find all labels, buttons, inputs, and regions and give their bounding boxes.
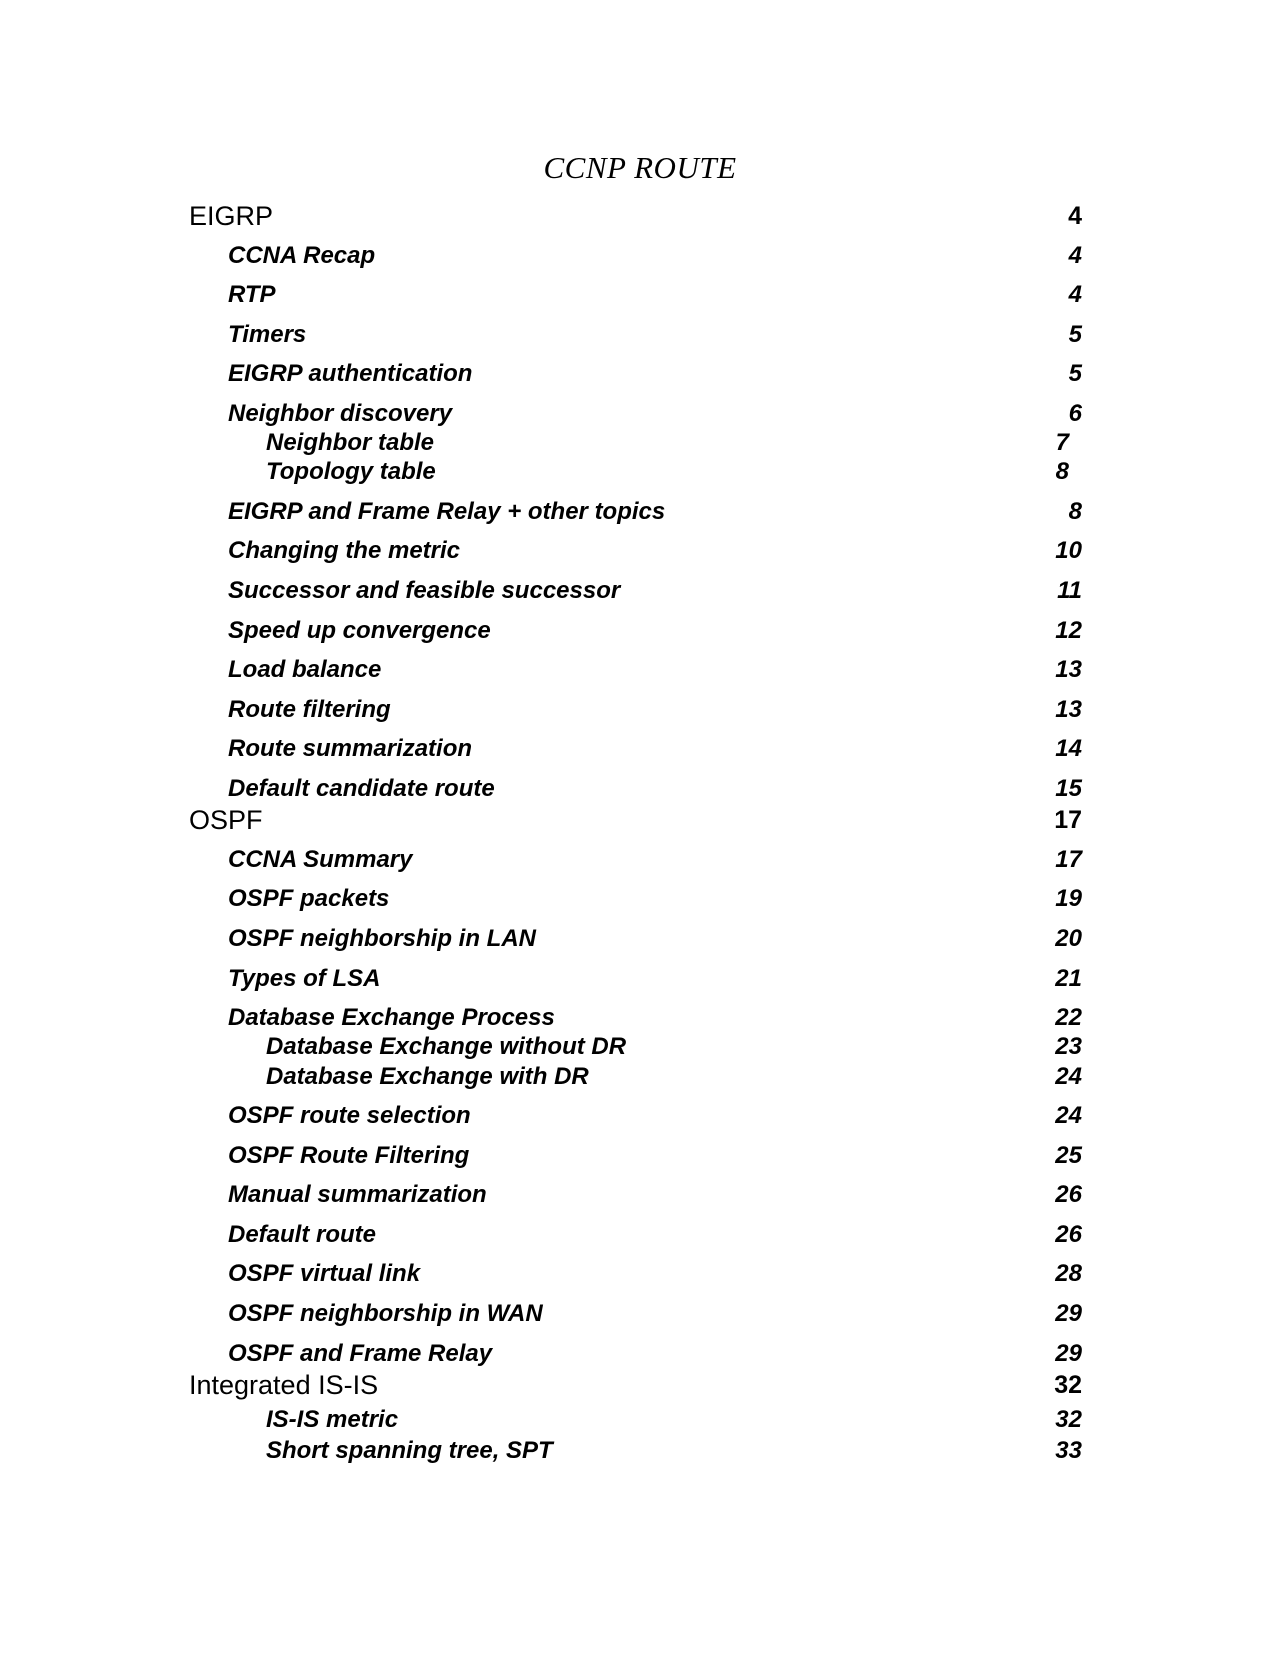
toc-entry bbox=[0, 845, 1280, 875]
toc-entry bbox=[0, 1101, 1280, 1131]
toc-entry-title: IS-IS metric bbox=[266, 1406, 399, 1433]
toc-entry-title: RTP bbox=[228, 281, 276, 308]
toc-entry-title: OSPF virtual link bbox=[228, 1260, 421, 1287]
toc-entry bbox=[0, 1032, 1280, 1062]
toc-entry-page: 4 bbox=[1068, 202, 1082, 230]
toc-entry bbox=[0, 1405, 1280, 1435]
toc-entry-page: 6 bbox=[1068, 400, 1082, 427]
toc-entry-page: 24 bbox=[1055, 1063, 1082, 1090]
toc-entry bbox=[0, 695, 1280, 725]
toc-entry bbox=[0, 359, 1280, 389]
toc-entry bbox=[0, 1370, 1280, 1400]
toc-entry-title: OSPF route selection bbox=[228, 1102, 471, 1129]
toc-entry-title: OSPF neighborship in WAN bbox=[228, 1300, 543, 1327]
toc-entry-page: 14 bbox=[1055, 735, 1082, 762]
toc-entry-page: 24 bbox=[1055, 1102, 1082, 1129]
toc-entry-page: 17 bbox=[1054, 806, 1082, 834]
toc-entry-title: Short spanning tree, SPT bbox=[266, 1437, 553, 1464]
toc-entry-title: OSPF Route Filtering bbox=[228, 1142, 470, 1169]
toc-entry-page: 32 bbox=[1055, 1406, 1082, 1433]
toc-entry bbox=[0, 497, 1280, 527]
toc-entry bbox=[0, 805, 1280, 835]
toc-entry-page: 21 bbox=[1055, 965, 1082, 992]
toc-entry-page: 4 bbox=[1068, 242, 1082, 269]
toc-entry-title: EIGRP bbox=[189, 201, 274, 231]
toc-entry-title: OSPF neighborship in LAN bbox=[228, 925, 536, 952]
toc-entry-title: Database Exchange with DR bbox=[266, 1063, 589, 1090]
toc-entry-page: 8 bbox=[1055, 458, 1069, 485]
toc-entry-page: 10 bbox=[1055, 537, 1082, 564]
toc-entry-title: Neighbor table bbox=[266, 429, 435, 456]
toc-entry bbox=[0, 774, 1280, 804]
toc-entry-title: OSPF packets bbox=[228, 885, 390, 912]
toc-entry bbox=[0, 576, 1280, 606]
toc-entry-title: Database Exchange without DR bbox=[266, 1033, 627, 1060]
toc-entry-page: 5 bbox=[1068, 321, 1082, 348]
toc-entry bbox=[0, 457, 1280, 487]
toc-entry-page: 28 bbox=[1055, 1260, 1082, 1287]
toc-entry-page: 17 bbox=[1055, 846, 1082, 873]
toc-entry-page: 23 bbox=[1055, 1033, 1082, 1060]
toc-entry-title: Changing the metric bbox=[228, 537, 461, 564]
toc-entry-title: Load balance bbox=[228, 656, 382, 683]
toc-entry bbox=[0, 1339, 1280, 1369]
toc-entry-title: Successor and feasible successor bbox=[228, 577, 621, 604]
toc-entry-page: 19 bbox=[1055, 885, 1082, 912]
toc-entry-title: Route summarization bbox=[228, 735, 473, 762]
toc-entry-title: Manual summarization bbox=[228, 1181, 487, 1208]
toc-entry-page: 11 bbox=[1057, 577, 1082, 604]
toc-entry-title: OSPF and Frame Relay bbox=[228, 1340, 493, 1367]
toc-entry-page: 4 bbox=[1068, 281, 1082, 308]
toc-entry-title: EIGRP and Frame Relay + other topics bbox=[228, 498, 666, 525]
toc-entry-page: 26 bbox=[1055, 1221, 1082, 1248]
toc-entry-page: 20 bbox=[1055, 925, 1082, 952]
toc-entry bbox=[0, 428, 1280, 458]
toc-entry-title: Timers bbox=[228, 321, 307, 348]
toc-entry bbox=[0, 1259, 1280, 1289]
toc-entry-page: 13 bbox=[1055, 656, 1082, 683]
toc-entry-page: 22 bbox=[1055, 1004, 1082, 1031]
toc-entry bbox=[0, 1141, 1280, 1171]
toc-entry-page: 29 bbox=[1055, 1340, 1082, 1367]
toc-entry bbox=[0, 616, 1280, 646]
toc-entry-title: Topology table bbox=[266, 458, 436, 485]
toc-entry bbox=[0, 201, 1280, 231]
toc-entry bbox=[0, 1299, 1280, 1329]
toc-entry-page: 29 bbox=[1055, 1300, 1082, 1327]
toc-entry-title: EIGRP authentication bbox=[228, 360, 473, 387]
toc-entry-title: Neighbor discovery bbox=[228, 400, 453, 427]
toc-entry bbox=[0, 924, 1280, 954]
toc-entry-title: Types of LSA bbox=[228, 965, 381, 992]
toc-entry-page: 8 bbox=[1068, 498, 1082, 525]
toc-entry-page: 25 bbox=[1055, 1142, 1082, 1169]
toc-entry-title: Default candidate route bbox=[228, 775, 495, 802]
toc-entry bbox=[0, 1180, 1280, 1210]
toc-entry-title: Database Exchange Process bbox=[228, 1004, 555, 1031]
toc-entry-title: Speed up convergence bbox=[228, 617, 491, 644]
toc-entry bbox=[0, 734, 1280, 764]
toc-entry-page: 26 bbox=[1055, 1181, 1082, 1208]
toc-entry-title: CCNA Recap bbox=[228, 242, 376, 269]
toc-entry bbox=[0, 1436, 1280, 1466]
toc-entry-page: 32 bbox=[1054, 1371, 1082, 1399]
toc-entry bbox=[0, 399, 1280, 429]
toc-entry bbox=[0, 536, 1280, 566]
toc-entry-page: 33 bbox=[1055, 1437, 1082, 1464]
toc-entry-title: Route filtering bbox=[228, 696, 391, 723]
toc-entry-page: 15 bbox=[1055, 775, 1082, 802]
toc-entry-page: 13 bbox=[1055, 696, 1082, 723]
document-title: CCNP ROUTE bbox=[543, 150, 737, 185]
toc-entry bbox=[0, 320, 1280, 350]
toc-entry-page: 5 bbox=[1068, 360, 1082, 387]
toc-entry bbox=[0, 964, 1280, 994]
toc-entry bbox=[0, 1003, 1280, 1033]
toc-entry-page: 7 bbox=[1055, 429, 1069, 456]
toc-entry-title: OSPF bbox=[189, 805, 263, 835]
toc-entry bbox=[0, 280, 1280, 310]
toc-entry bbox=[0, 1220, 1280, 1250]
toc-entry bbox=[0, 241, 1280, 271]
toc-entry bbox=[0, 1062, 1280, 1092]
toc-entry-title: Integrated IS-IS bbox=[189, 1370, 379, 1400]
toc-entry bbox=[0, 655, 1280, 685]
toc-entry-title: CCNA Summary bbox=[228, 846, 413, 873]
toc-entry-title: Default route bbox=[228, 1221, 377, 1248]
toc-entry-page: 12 bbox=[1055, 617, 1082, 644]
toc-entry bbox=[0, 884, 1280, 914]
